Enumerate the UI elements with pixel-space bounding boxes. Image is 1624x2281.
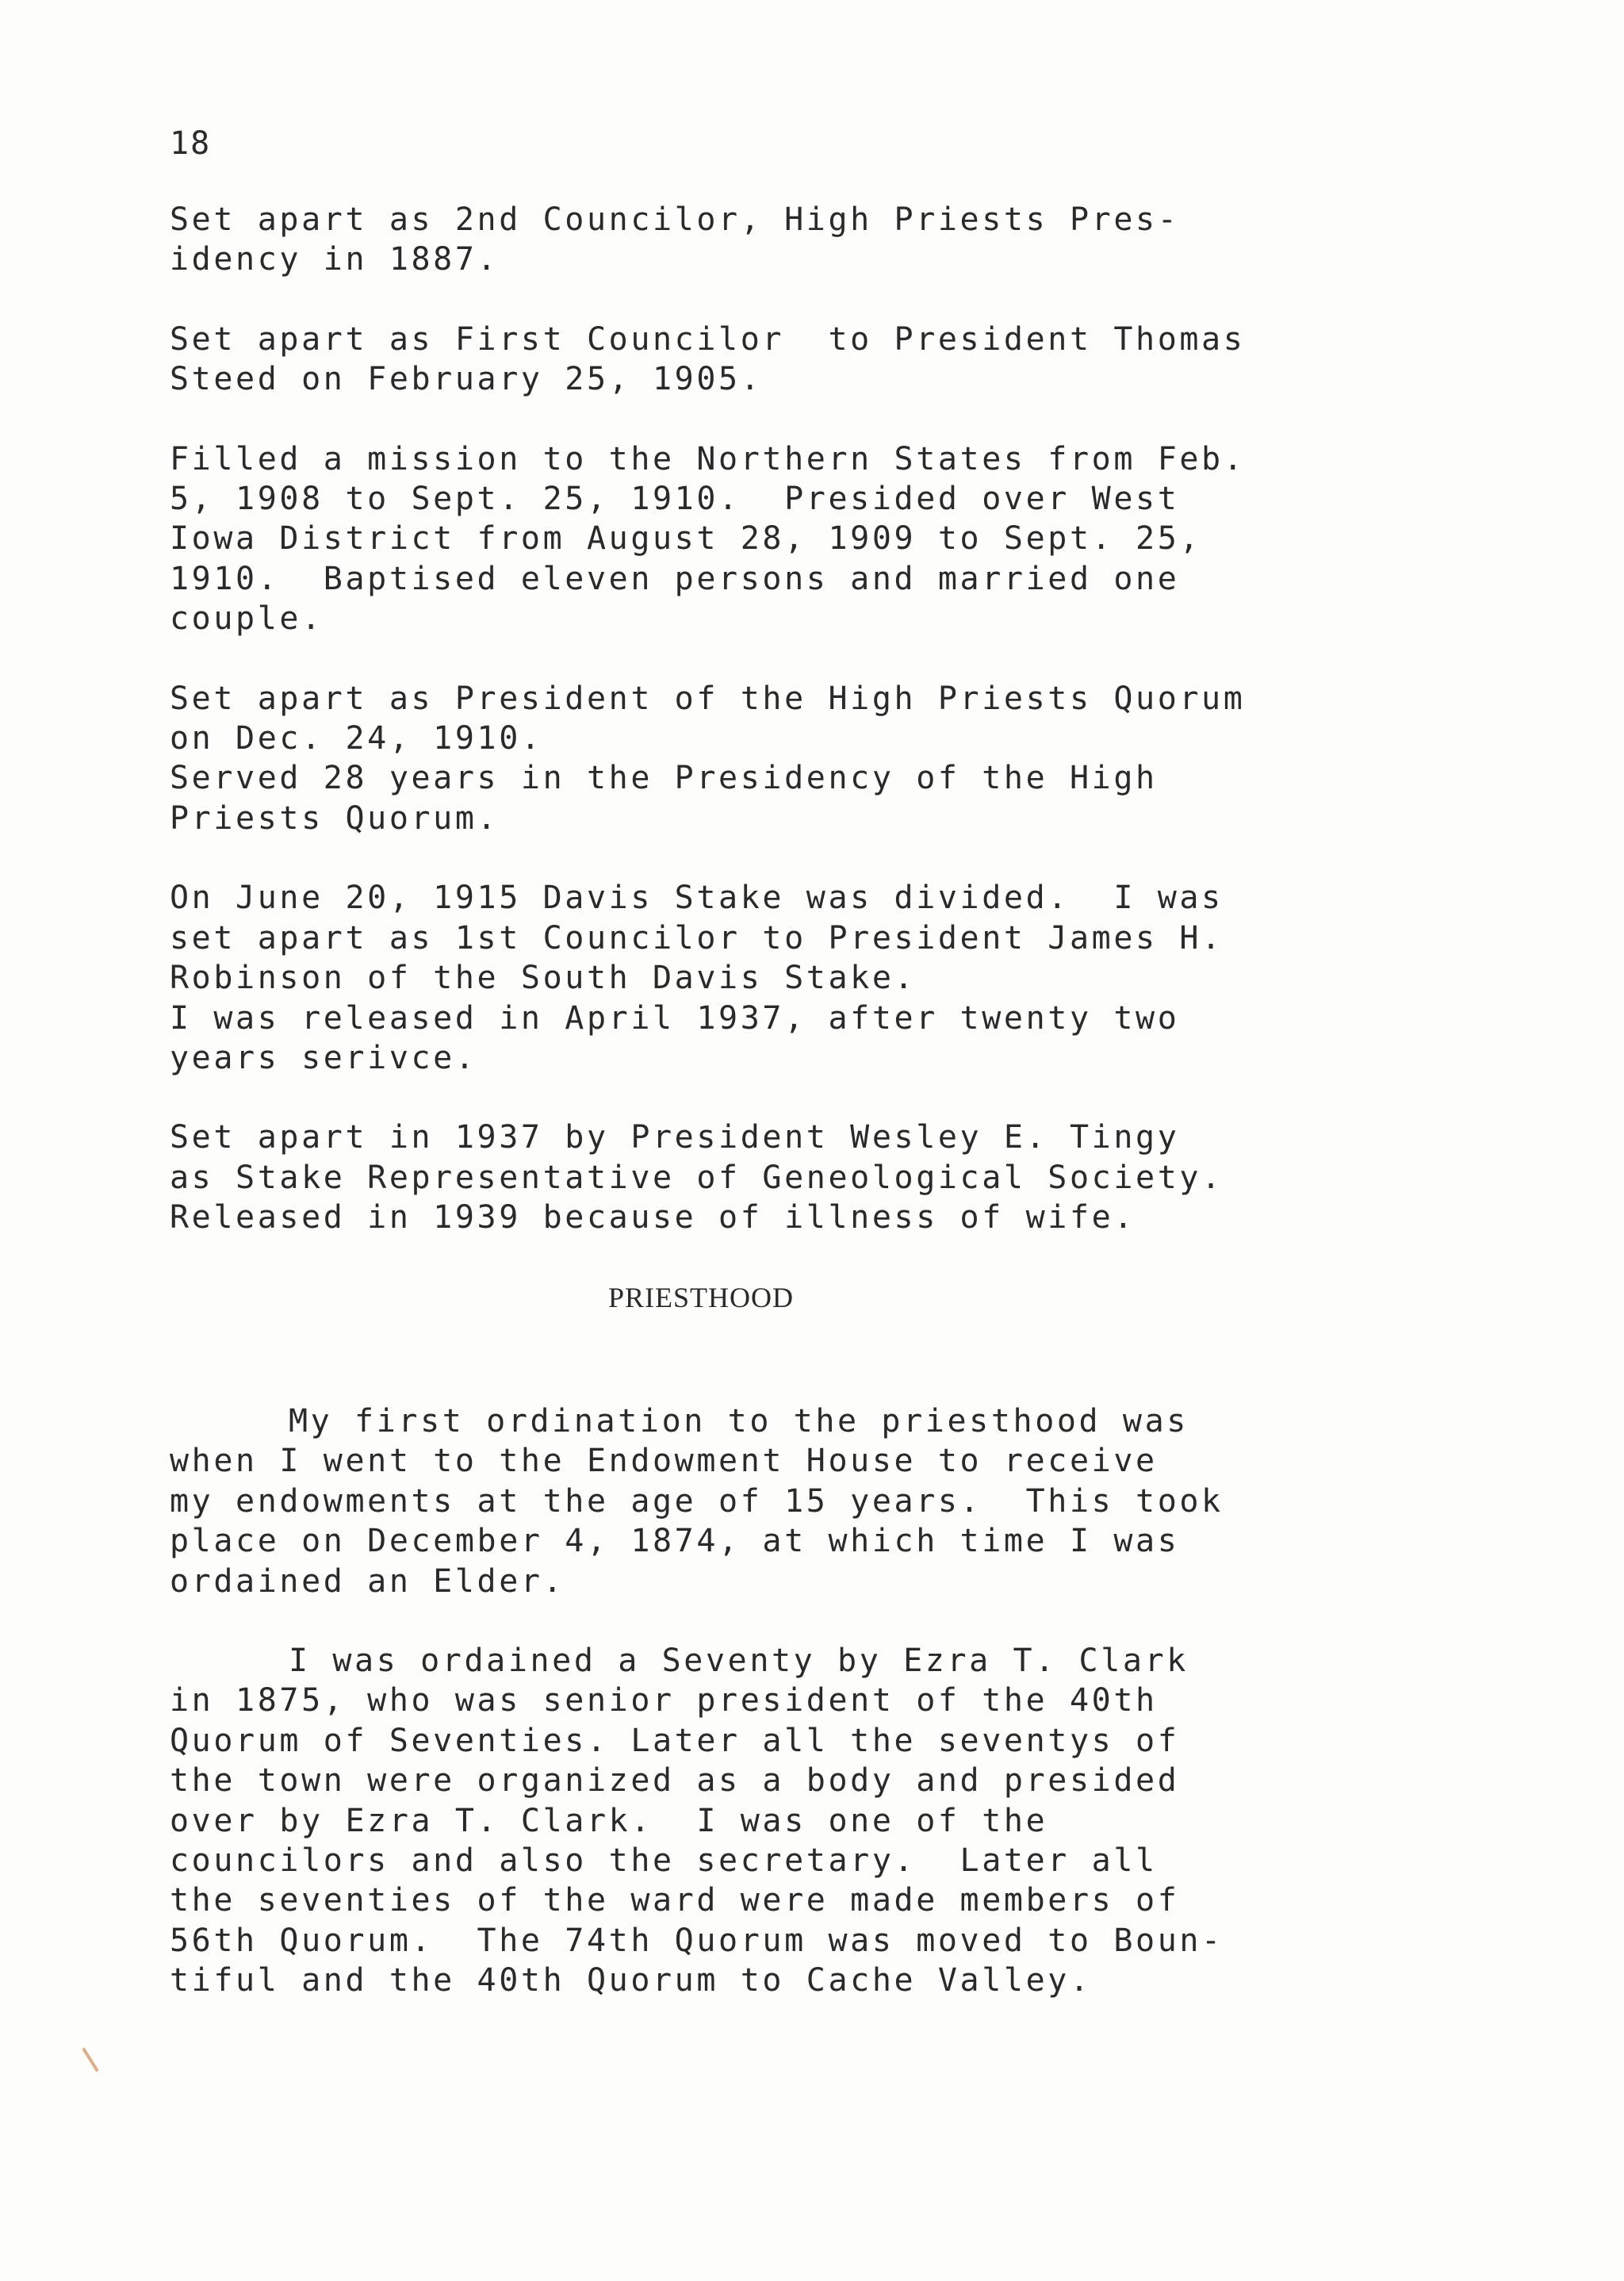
- text-line: couple.: [170, 600, 324, 638]
- text-line: Set apart as First Councilor to President Thomas: [170, 320, 1246, 358]
- text-line: Set apart as President of the High Priests Quorum: [170, 680, 1246, 717]
- text-line: My first ordination to the priesthood was: [289, 1402, 1189, 1440]
- text-line: 56th Quorum. The 74th Quorum was moved to Boun-: [170, 1922, 1224, 1959]
- text-line: 5, 1908 to Sept. 25, 1910. Presided over West: [170, 481, 1180, 518]
- scan-artifact-mark: [82, 2048, 98, 2072]
- text-line: 1910. Baptised eleven persons and married one: [170, 560, 1180, 597]
- text-line: ordained an Elder.: [170, 1562, 565, 1600]
- paragraph: [170, 439, 1359, 639]
- section-heading: PRIESTHOOD: [607, 1281, 794, 1313]
- section-spacer: [170, 1317, 1359, 1401]
- text-line: over by Ezra T. Clark. I was one of the: [170, 1802, 1048, 1839]
- document-body: [170, 200, 1359, 2041]
- paragraph: [170, 679, 1359, 839]
- paragraph: [170, 878, 1359, 1078]
- text-line: tiful and the 40th Quorum to Cache Valley.: [170, 1962, 1092, 1999]
- text-line: Robinson of the South Davis Stake.: [170, 960, 917, 997]
- text-line: Priests Quorum.: [170, 799, 500, 837]
- text-line: on Dec. 24, 1910.: [170, 720, 543, 757]
- text-line: Set apart in 1937 by President Wesley E. Tingy: [170, 1119, 1180, 1156]
- paragraph: [170, 1401, 1359, 1601]
- text-line: my endowments at the age of 15 years. This took: [170, 1482, 1224, 1520]
- text-line: Released in 1939 because of illness of wife.: [170, 1199, 1136, 1236]
- text-line: the seventies of the ward were made members of: [170, 1882, 1180, 1919]
- paragraph: [170, 1641, 1359, 2001]
- text-line: I was released in April 1937, after twenty two: [170, 999, 1180, 1037]
- text-line: Filled a mission to the Northern States from Feb.: [170, 440, 1246, 477]
- text-line: councilors and also the secretary. Later all: [170, 1842, 1158, 1879]
- paragraph: [170, 200, 1359, 280]
- text-line: in 1875, who was senior president of the 40th: [170, 1682, 1158, 1719]
- page-number: 18: [170, 125, 212, 162]
- text-line: when I went to the Endowment House to receive: [170, 1443, 1158, 1480]
- text-line: place on December 4, 1874, at which time I was: [170, 1523, 1180, 1560]
- text-line: set apart as 1st Councilor to President James H.: [170, 919, 1224, 956]
- text-line: idency in 1887.: [170, 241, 500, 278]
- text-line: I was ordained a Seventy by Ezra T. Clark: [289, 1642, 1189, 1679]
- text-line: On June 20, 1915 Davis Stake was divided. I was: [170, 880, 1224, 917]
- text-line: years serivce.: [170, 1039, 477, 1076]
- text-line: the town were organized as a body and presided: [170, 1762, 1180, 1800]
- text-line: Set apart as 2nd Councilor, High Priests Pres-: [170, 201, 1180, 238]
- text-line: Iowa District from August 28, 1909 to Sept. 25,: [170, 520, 1202, 558]
- text-line: Served 28 years in the Presidency of the High: [170, 760, 1158, 797]
- paragraph: [170, 320, 1359, 400]
- text-line: Quorum of Seventies. Later all the seventys of: [170, 1722, 1180, 1759]
- text-line: as Stake Representative of Geneological Society.: [170, 1159, 1224, 1196]
- text-line: Steed on February 25, 1905.: [170, 361, 763, 398]
- paragraph: [170, 1117, 1359, 1237]
